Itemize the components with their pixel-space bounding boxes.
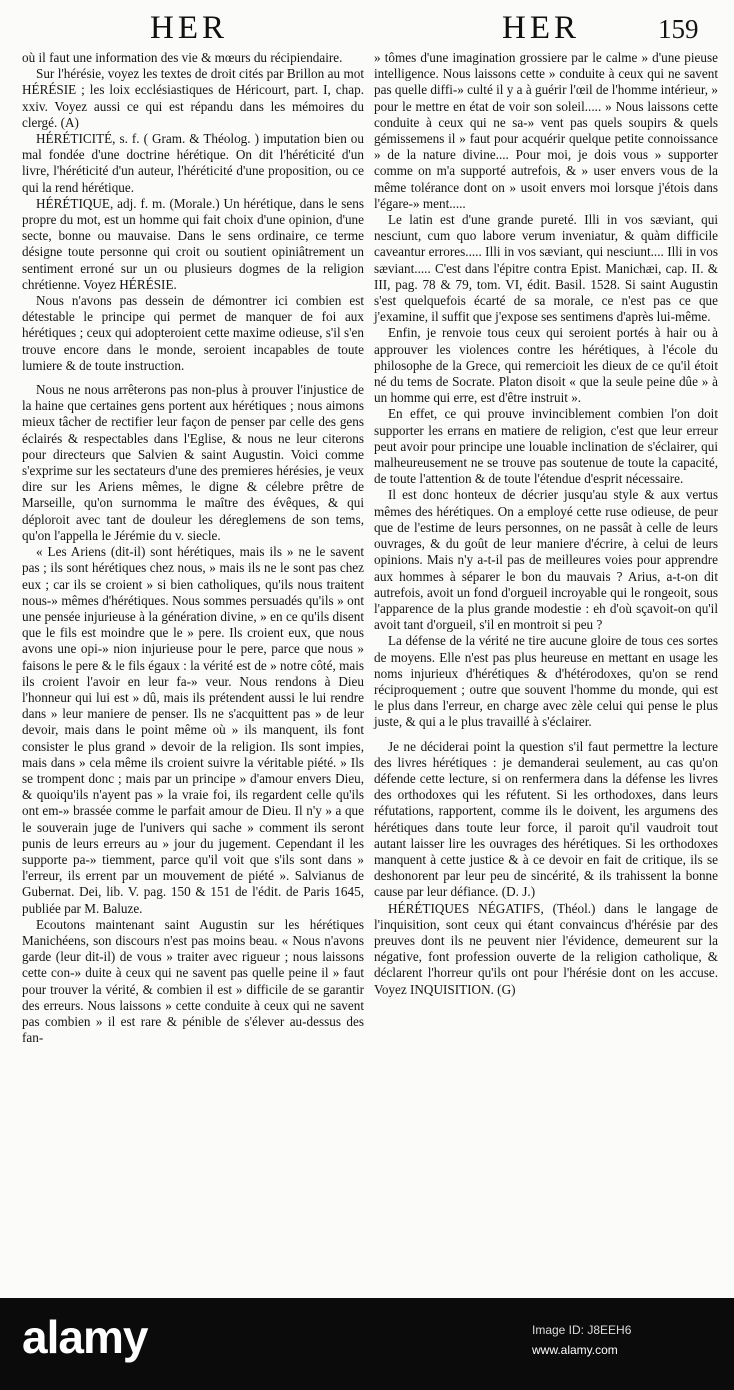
paragraph: Ecoutons maintenant saint Augustin sur les hérétiques Manichéens, son discours n'est pas moins beau. « Nous n'avons garde (leur dit-il) de vous » traiter avec rigueur ; nous laissons cette con-» duite à ceux qui ne savent pas quelle peine il » faut pour trouver la vérité, & combien il est » difficile de se garantir des erreurs. Nous laissons » cette conduite à ceux qui ne savent pas combien » il est rare & pénible de s'élever au-dessus des fan- (22, 916, 364, 1046)
left-column (22, 50, 364, 1046)
paragraph: En effet, ce qui prouve invinciblement combien l'on doit supporter les errans en matiere de religion, c'est que leur erreur peut avoir pour principe une louable inclination de s'éclairer, qui malheureusement ne se trouve pas soutenue de toute la capacité, de toute l'attention & de toute l'étendue d'esprit nécessaire. (374, 406, 718, 487)
paragraph: Sur l'hérésie, voyez les textes de droit cités par Brillon au mot HÉRÉSIE ; les loix ecclésiastiques de Héricourt, part. I, chap. xxiv. Voyez aussi ce qui est répandu dans les mémoires du clergé. (A) (22, 66, 364, 130)
paragraph: Nous n'avons pas dessein de démontrer ici combien est détestable le principe qui permet de manquer de foi aux hérétiques ; ceux qui adopteroient cette maxime odieuse, s'il s'en trouve encore dans le monde, seroient incapables de toute lumiere & de toute instruction. (22, 293, 364, 373)
quotation-continued: » tômes d'une imagination grossiere par le calme » d'une pieuse intelligence. Nous laissons cette » conduite à ceux qui ne savent pas quelle diffi-» culté il y a à guérir l'œil de l'homme intérieur, » pour le mettre en état de voir son soleil..... » Nous laissons cette conduite à ceux qui ne sa-» vent pas quels soupirs & quels gémissemens il » faut pour acquérir quelque petite connoissance » de la nature divine.... Pour moi, je dois vous » supporter comme on m'a supporté autrefois, & » user envers vous de la même tolérance dont on » usoit envers moi lorsque j'étois dans l'égare-» ment..... (374, 50, 718, 211)
right-column (374, 50, 718, 998)
entry-heretiques-negatifs: HÉRÉTIQUES NÉGATIFS, (Théol.) dans le langage de l'inquisition, sont ceux qui étant convaincus d'hérésie par des preuves dont ils ne peuvent nier l'évidence, demeurent sur la négative, font profession ouverte de la religion catholique, & déclarent l'horreur qu'ils ont pour l'hérésie dont on les accuse. Voyez INQUISITION. (G) (374, 900, 718, 997)
stock-info (532, 1320, 631, 1360)
quotation-salvian: « Les Ariens (dit-il) sont hérétiques, mais ils » ne le savent pas ; ils sont hérétiques chez nous, » mais ils ne le sont pas chez eux ; car ils se croient » si bien catholiques, qu'ils nous traitent nous-» mêmes d'hérétiques. Nous sommes persuadés qu'ils » ont une pensée injurieuse à la génération divine, » en ce qu'ils disent que le fils est moindre que le » pere. Ils croient eux, que nous avons une opi-» nion injurieuse pour le pere, parce que nous » faisons le pere & le fils égaux : la vérité est de » notre côté, mais ils croient l'avoir en leur fa-» veur. Nous rendons à Dieu l'honneur qui lui est » dû, mais ils prétendent aussi le lui rendre dans » leur maniere de penser. Ils ne s'acquittent pas » de leur devoir, mais dans le point même où » ils manquent, ils font consister le plus grand » devoir de la religion. Ils sont impies, mais dans » cela même ils croient suivre la véritable piété. » Ils se trompent donc ; mais par un principe » d'amour envers Dieu, & quoiqu'ils n'ayent pas » la vraie foi, ils regardent celle qu'ils ont em-» brassée comme le parfait amour de Dieu. Il n'y » a que le souverain juge de l'univers qui sache » comment ils seront punis de leurs erreurs au » jour du jugement. Cependant il les supporte pa-» tiemment, parce qu'il voit que s'ils sont dans » l'erreur, ils errent par un mouvement de piété ». Salvianus de Gubernat. Dei, lib. V. pag. 150 & 151 de l'édit. de Paris 1645, publiée par M. Baluze. (22, 544, 364, 916)
paragraph: Le latin est d'une grande pureté. Illi in vos sæviant, qui nesciunt, cum quo labore verum inveniatur, & quàm difficile caveantur errores..... Illi in vos sæviant, qui nesciunt.... Illi in vos sæviant..... C'est dans l'épitre contra Epist. Manichæi, cap. II. & III, pag. 78 & 79, tom. VI, édit. Basil. 1528. Si saint Augustin s'est quelquefois écarté de sa morale, ce n'est pas ce que j'examine, il suffit que j'expose ses sentimens d'après lui-même. (374, 212, 718, 325)
header-right-word: HER (502, 10, 580, 46)
running-header (0, 10, 734, 44)
brand-logo: alamy (22, 1311, 148, 1363)
entry-heretique: HÉRÉTIQUE, adj. f. m. (Morale.) Un hérétique, dans le sens propre du mot, est un homme qui fait choix d'une opinion, d'une secte, bonne ou mauvaise. Dans le sens ordinaire, ce terme désigne toute personne qui croit ou soutient opiniâtrement un sentiment erroné sur un ou plusieurs dogmes de la religion chrétienne. Voyez HÉRÉSIE. (22, 195, 364, 292)
entry-hereticite: HÉRÉTICITÉ, s. f. ( Gram. & Théolog. ) imputation bien ou mal fondée d'une doctrine hérétique. On dit l'héréticité d'un livre, l'héréticité d'un auteur, l'héréticité d'une proposition, ou ce qui la rend hérétique. (22, 131, 364, 195)
watermark-bar (0, 1298, 734, 1390)
paragraph: où il faut une information des vie & mœurs du récipiendaire. (22, 50, 343, 65)
paragraph: Il est donc honteux de décrier jusqu'au style & aux vertus mêmes des hérétiques. On a employé cette ruse odieuse, de peur que de l'estime de leurs personnes, on ne passât à celle de leurs ouvrages, & du goût de leur maniere d'écrire, à celui de leurs opinions. Mais n'y a-t-il pas de meilleures voies pour apprendre aux hommes à séparer le bon du mauvais ? Arius, a-t-on dit autrefois, avoit un fond d'orgueil incroyable qui le rongeoit, sous l'apparence de la plus grande modestie : eh d'où sçavoit-on qu'il avoit tant d'orgueil, s'il en montroit si peu ? (374, 487, 718, 633)
paragraph: Enfin, je renvoie tous ceux qui seroient portés à hair ou à approuver les violences contre les hérétiques, à l'école du philosophe de la Grece, qui remercioit les dieux de ce qu'il étoit né du tems de Socrate. Platon disoit « que la seule peine dûe » à un homme qui erre, est d'être instruit ». (374, 325, 718, 406)
paragraph: Je ne déciderai point la question s'il faut permettre la lecture des livres hérétiques : je demanderai seulement, au cas qu'on défende cette lecture, si on renfermera dans la défense les livres des orthodoxes qui les réfutent. Si les orthodoxes, dans leurs réfutations, rapportent, comme ils le doivent, les argumens des hérétiques dans toute leur force, il paroit qu'il vaudroit tout autant laisser lire les ouvrages des hérétiques. Si les orthodoxes manquent à cette justice & à ce devoir en fait de critique, ils se deshonorent par leur peu de sincérité, & ils trahissent la bonne cause par leur défiance. (D. J.) (374, 738, 718, 900)
header-left-word: HER (150, 10, 228, 46)
page-number: 159 (658, 14, 699, 44)
paragraph: Nous ne nous arrêterons pas non-plus à prouver l'injustice de la haine que certaines gens portent aux hérétiques ; nous aimons mieux tâcher de rectifier leur façon de penser par celle des gens éclairés & respectables dans l'Eglise, & nous ne leur citerons pour directeurs que Salvien & saint Augustin. Voici comme s'exprime sur les sectateurs d'une des premieres hérésies, je veux dire sur les Ariens mêmes, le digne & célebre prêtre de Marseille, qu'on surnomma le maître des évêques, & qui déploroit avec tant de douleur les déreglemens de son tems, qu'on l'appella le Jérémie du v. siecle. (22, 382, 364, 543)
paragraph: La défense de la vérité ne tire aucune gloire de tous ces sortes de moyens. Elle n'est pas plus heureuse en mettant en usage les noms injurieux d'hérétiques & d'hétérodoxes, qu'on se rend réciproquement ; outre que souvent l'homme du monde, qui est le plus dans l'erreur, en charge avec zèle celui qui pense le plus juste, & qui a le plus travaillé à s'éclairer. (374, 633, 718, 730)
image-id-label: Image ID: J8EEH6 (532, 1323, 632, 1337)
site-url: www.alamy.com (532, 1343, 618, 1357)
